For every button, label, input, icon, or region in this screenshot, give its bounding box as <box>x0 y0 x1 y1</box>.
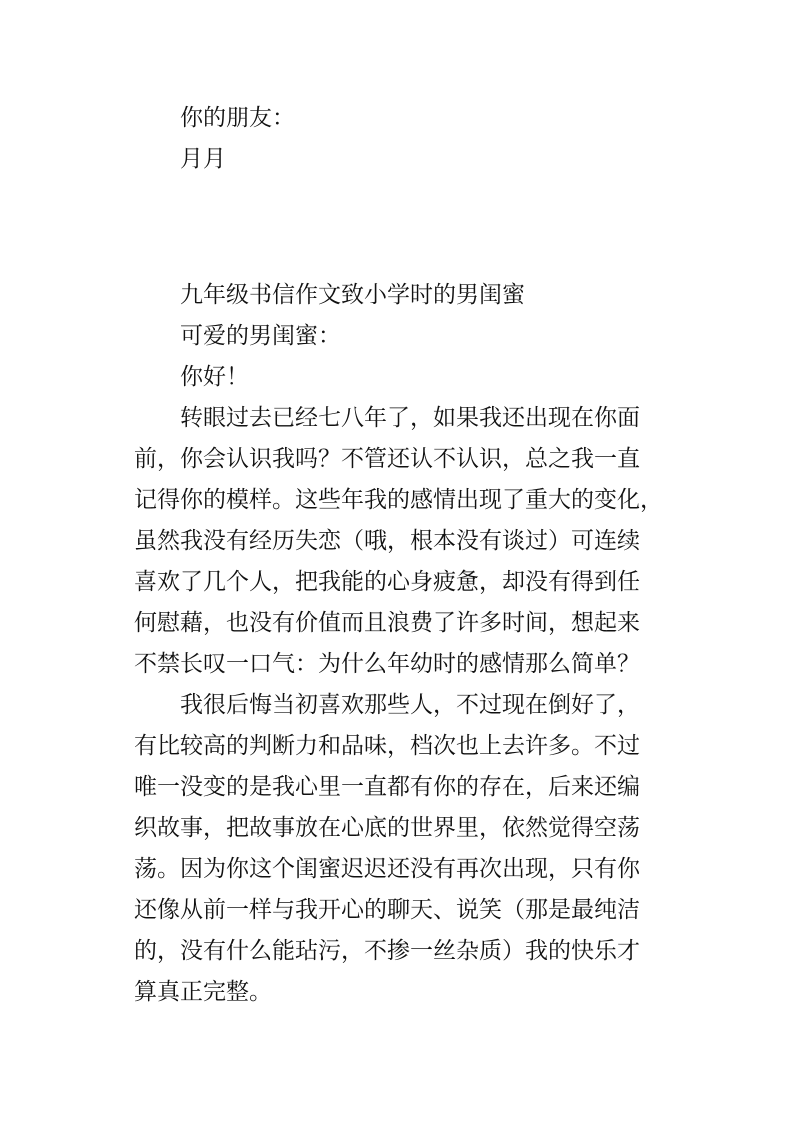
paragraph-2-line-3: 唯一没变的是我心里一直都有你的存在，后来还编 <box>134 774 640 800</box>
letter-title: 九年级书信作文致小学时的男闺蜜 <box>180 282 525 308</box>
paragraph-1-line-5: 喜欢了几个人，把我能的心身疲惫，却没有得到任 <box>134 569 640 595</box>
signature: 月月 <box>180 146 226 172</box>
paragraph-1-line-4: 虽然我没有经历失恋（哦，根本没有谈过）可连续 <box>134 528 640 554</box>
closing-label: 你的朋友： <box>180 105 295 131</box>
salutation: 可爱的男闺蜜： <box>180 323 341 349</box>
paragraph-1-line-3: 记得你的模样。这些年我的感情出现了重大的变化， <box>134 487 663 513</box>
paragraph-2-line-4: 织故事，把故事放在心底的世界里，依然觉得空荡 <box>134 815 640 841</box>
greeting: 你好！ <box>180 364 249 390</box>
paragraph-1-line-7: 不禁长叹一口气：为什么年幼时的感情那么简单？ <box>134 651 640 677</box>
paragraph-1-line-1: 转眼过去已经七八年了，如果我还出现在你面 <box>180 405 640 431</box>
paragraph-2-line-8: 算真正完整。 <box>134 979 272 1005</box>
paragraph-1-line-6: 何慰藉，也没有价值而且浪费了许多时间，想起来 <box>134 610 640 636</box>
paragraph-2-line-7: 的，没有什么能玷污，不掺一丝杂质）我的快乐才 <box>134 938 640 964</box>
paragraph-2-line-6: 还像从前一样与我开心的聊天、说笑（那是最纯洁 <box>134 897 640 923</box>
paragraph-2-line-2: 有比较高的判断力和品味，档次也上去许多。不过 <box>134 733 640 759</box>
paragraph-2-line-1: 我很后悔当初喜欢那些人，不过现在倒好了， <box>180 692 640 718</box>
paragraph-2-line-5: 荡。因为你这个闺蜜迟迟还没有再次出现，只有你 <box>134 856 640 882</box>
paragraph-1-line-2: 前，你会认识我吗？不管还认不认识，总之我一直 <box>134 446 640 472</box>
